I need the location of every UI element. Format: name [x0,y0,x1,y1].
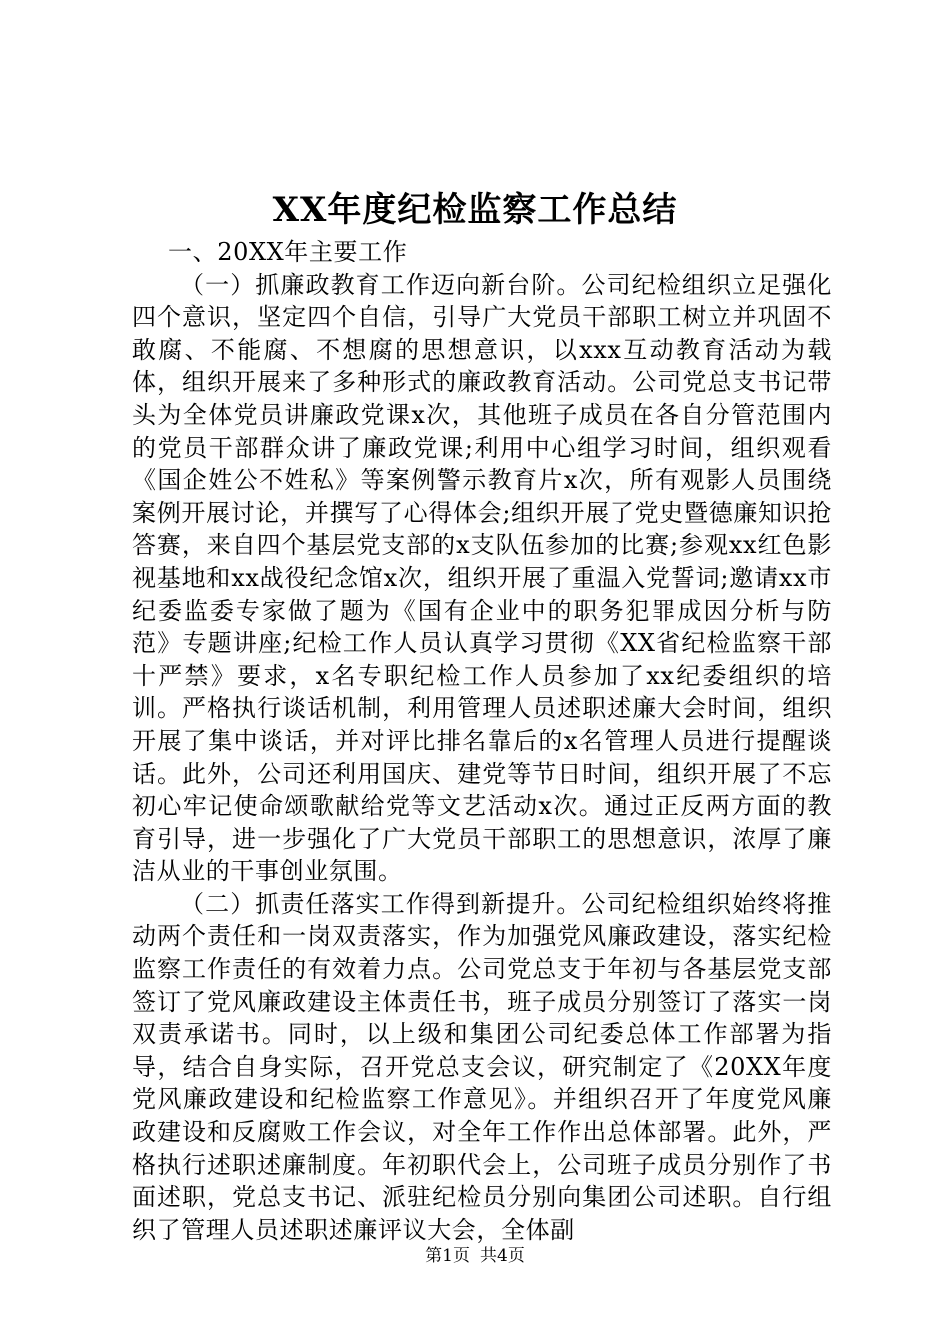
paragraph-responsibility: （二）抓责任落实工作得到新提升。公司纪检组织始终将推动两个责任和一岗双责落实，作为加强党风廉政建设，落实纪检监察工作责任的有效着力点。公司党总支于年初与各基层党支部签订了党风廉政建设主体责任书，班子成员分别签订了落实一岗双责承诺书。同时，以上级和集团公司纪委总体工作部署为指导，结合自身实际，召开党总支会议，研究制定了《20XX年度党风廉政建设和纪检监察工作意见》。并组织召开了年度党风廉政建设和反腐败工作会议，对全年工作作出总体部署。此外，严格执行述职述廉制度。年初职代会上，公司班子成员分别作了书面述职，党总支书记、派驻纪检员分别向集团公司述职。自行组织了管理人员述职述廉评议大会，全体副 [132,889,832,1244]
document-title: XX年度纪检监察工作总结 [272,190,678,230]
paragraph-education: （一）抓廉政教育工作迈向新台阶。公司纪检组织立足强化四个意识，坚定四个自信，引导广大党员干部职工树立并巩固不敢腐、不能腐、不想腐的思想意识，以xxx互动教育活动为载体，组织开展来了多种形式的廉政教育活动。公司党总支书记带头为全体党员讲廉政党课x次，其他班子成员在各自分管范围内的党员干部群众讲了廉政党课;利用中心组学习时间，组织观看《国企姓公不姓私》等案例警示教育片x次，所有观影人员围绕案例开展讨论，并撰写了心得体会;组织开展了党史暨德廉知识抢答赛，来自四个基层党支部的x支队伍参加的比赛;参观xx红色影视基地和xx战役纪念馆x次，组织开展了重温入党誓词;邀请xx市纪委监委专家做了题为《国有企业中的职务犯罪成因分析与防范》专题讲座;纪检工作人员认真学习贯彻《XX省纪检监察干部十严禁》要求，x名专职纪检工作人员参加了xx纪委组织的培训。严格执行谈话机制，利用管理人员述职述廉大会时间，组织开展了集中谈话，并对评比排名靠后的x名管理人员进行提醒谈话。此外，公司还利用国庆、建党等节日时间，组织开展了不忘初心牢记使命颂歌献给党等文艺活动x次。通过正反两方面的教育引导，进一步强化了广大党员干部职工的思想意识，浓厚了廉洁从业的干事创业氛围。 [132,270,832,886]
section-heading: 一、20XX年主要工作 [168,238,408,266]
document-body [132,236,832,1246]
page-number: 第1页 [425,1246,470,1266]
page-footer [0,1244,950,1268]
page-total: 共4页 [480,1246,525,1266]
